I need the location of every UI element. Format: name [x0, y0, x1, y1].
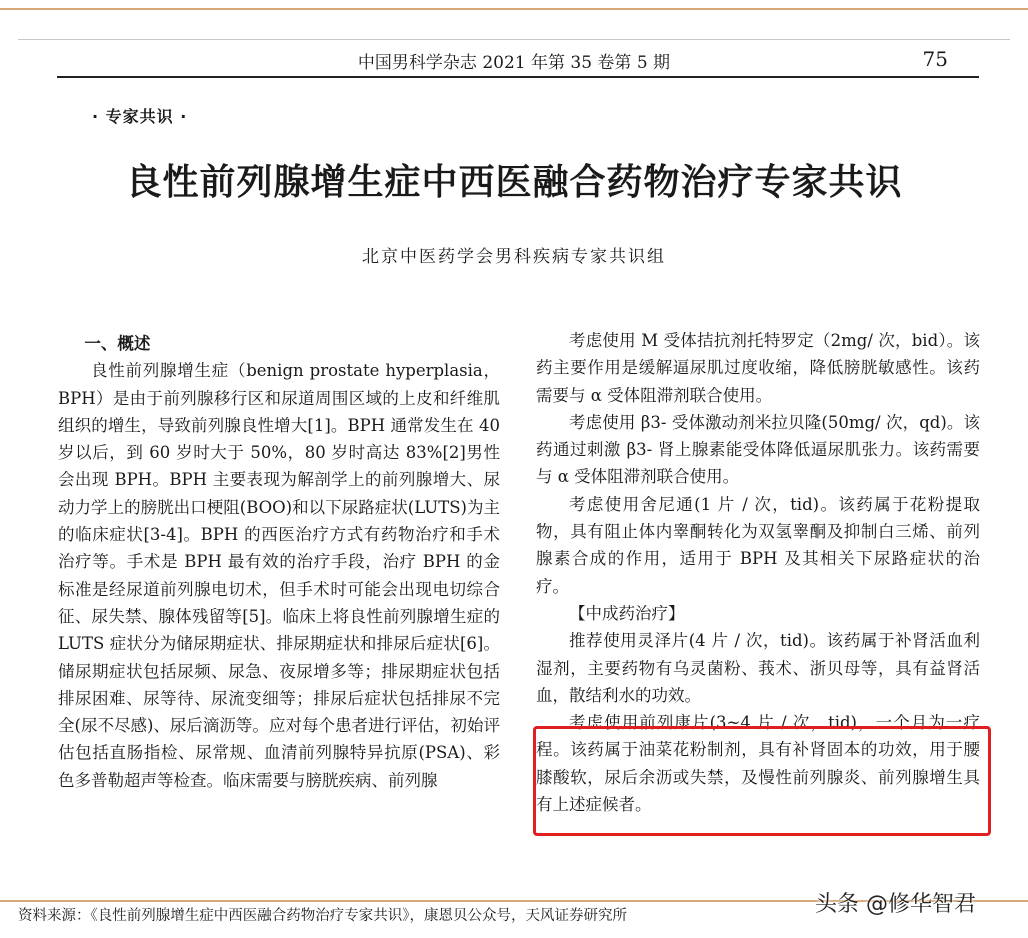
paragraph-cernilton: 考虑使用舍尼通(1 片 / 次，tid)。该药属于花粉提取物，具有阻止体内睾酮转化为双氢睾酮及抑制白三烯、前列腺素合成的作用，适用于 BPH 及其相关下尿路症状的治疗。: [536, 494, 980, 596]
paragraph-tolterodine: 考虑使用 M 受体拮抗剂托特罗定（2mg/ 次，bid）。该药主要作用是缓解逼尿肌过度收缩，降低膀胱敏感性。该药需要与 α 受体阻滞剂联合使用。: [536, 331, 980, 405]
highlight-box: [533, 726, 991, 836]
journal-header: 中国男科学杂志 2021 年第 35 卷第 5 期: [357, 53, 671, 73]
paragraph-mirabegron: 考虑使用 β3- 受体激动剂米拉贝隆(50mg/ 次，qd)。该药通过刺激 β3- 肾上腺素能受体降低逼尿肌张力。该药需要与 α 受体阻滞剂联合使用。: [536, 412, 980, 487]
header-thin-rule: [18, 39, 1010, 40]
paragraph-lingze: 推荐使用灵泽片(4 片 / 次，tid)。该药属于补肾活血利湿剂，主要药物有乌灵菌粉、莪术、浙贝母等，具有益肾活血，散结利水的功效。: [536, 631, 980, 705]
page-number: 75: [922, 47, 948, 71]
watermark: 头条 @修华智君: [815, 892, 976, 917]
paragraph-qianliekang: 考虑使用前列康片(3~4 片 / 次，tid)，一个月为一疗程。该药属于油菜花粉制剂，具有补肾固本的功效，用于腰膝酸软，尿后余沥或失禁，及慢性前列腺炎、前列腺增生具有上述症候者。: [536, 713, 980, 815]
left-column: [58, 330, 500, 794]
top-accent-rule: [0, 8, 1028, 10]
header-rule: [57, 76, 979, 78]
overview-paragraph: 良性前列腺增生症（benign prostate hyperplasia，BPH）是由于前列腺移行区和尿道周围区域的上皮和纤维肌组织的增生，导致前列腺良性增大[1]。BPH 通常发生在 40 岁以后，到 60 岁时大于 50%，80 岁时高达 83%[2]男性会出现 BPH。BPH 主要表现为解剖学上的前列腺增大、尿动力学上的膀胱出口梗阻(BOO)和以下尿路症状(LUTS)为主的临床症状[3-4]。BPH 的西医治疗方式有药物治疗和手术治疗等。手术是 BPH 最有效的治疗手段，治疗 BPH 的金标准是经尿道前列腺电切术，但手术时可能会出现电切综合征、尿失禁、腺体残留等[5]。临床上将良性前列腺增生症的 LUTS 症状分为储尿期症状、排尿期症状和排尿后症状[6]。储尿期症状包括尿频、尿急、夜尿增多等；排尿期症状包括排尿困难、尿等待、尿流变细等；排尿后症状包括排尿不完全(尿不尽感)、尿后滴沥等。应对每个患者进行评估，初始评估包括直肠指检、尿常规、血清前列腺特异抗原(PSA)、彩色多普勒超声等检查。临床需要与膀胱疾病、前列腺: [58, 361, 500, 790]
section-tag: · 专家共识 ·: [92, 107, 188, 126]
author-line: 北京中医药学会男科疾病专家共识组: [362, 247, 666, 267]
source-caption: 资料来源：《良性前列腺增生症中西医融合药物治疗专家共识》，康恩贝公众号，天风证券研究所: [18, 908, 627, 924]
article-title: 良性前列腺增生症中西医融合药物治疗专家共识: [125, 162, 903, 203]
tcm-heading: 【中成药治疗】: [569, 603, 685, 623]
section-heading: 一、概述: [84, 334, 151, 353]
